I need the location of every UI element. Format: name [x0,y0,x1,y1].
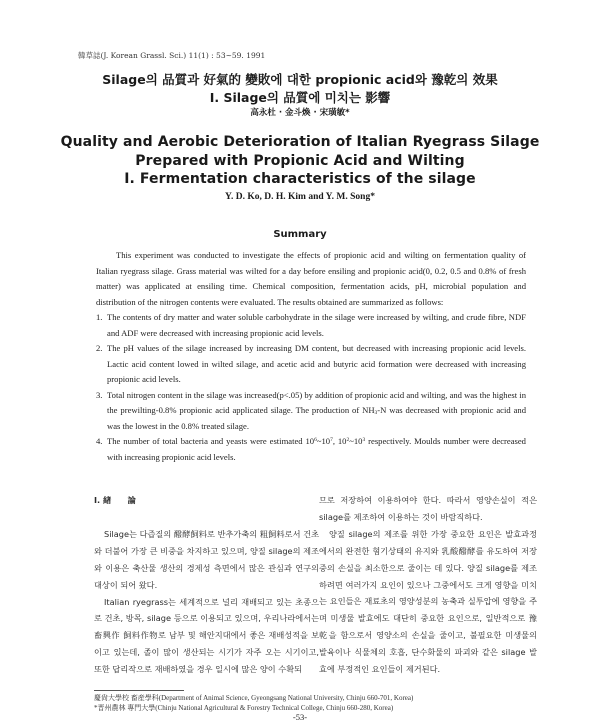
result-text-part: , 10 [332,436,347,446]
footnote-affiliation-1: 慶尙大學校 畜産學科(Department of Animal Science, Gyeongsang National University, Chinju 660-701, Korea) [94,694,414,702]
result-item-3 [96,388,526,435]
result-text: The contents of dry matter and water soluble carbohydrate in the silage were increased by wilting, and crude fibre, NDF and ADF were decreased with increasing propionic acid levels. [107,312,526,338]
body-column-right [319,492,537,678]
superscript: 7 [330,437,333,443]
page-number: -53- [292,712,308,722]
result-item-1 [96,310,526,341]
result-item-2 [96,341,526,388]
result-text: The pH values of the silage increased by increasing DM content, but decreased with increasing propionic acid levels. Lactic acid content lowed in wilted silage, and acetic acid and butyric acid formation were decreased with increasing propionic acid levels. [107,343,526,384]
result-number: 2. [96,343,103,353]
result-text-part: ~10 [316,436,331,446]
result-number: 3. [96,389,103,400]
section-heading-introduction: Ⅰ. 緖 論 [94,495,136,505]
result-number: 4. [96,436,103,446]
footnote-divider [94,690,184,691]
footnote-affiliation-2: *晋州農林 專門大學(Chinju National Agricultural & Forestry Technical College, Chinju 660-280, Korea) [94,704,394,712]
body-paragraph: Silage는 다즙질의 醱酵飼料로 반추가축의 粗飼料로서 건초와 더불어 가장 큰 비중을 차지하고 있으며, 양질 silage의 제조와 이용은 축산물 생산의 경제성 측면에서 많은 관심과 연구의 대상이 되어 왔다. [94,528,319,590]
korean-title-line2: Ⅰ. Silage의 品質에 미치는 影響 [209,90,391,105]
summary-abstract [96,248,526,465]
body-paragraph: 므로 저장하여 이용하여야 한다. 따라서 영양손실이 적은 silage를 제조하여 이용하는 것이 바람직하다. [319,495,537,522]
superscript: 3 [362,437,366,443]
result-text-pre: Total nitrogen content in the silage was increased(p<.05) by addition of propionic acid and wilting, and was the highest in the prewilting-0.8% propionic acid applicated silage. The production of NH [107,389,526,415]
english-authors: Y. D. Ko, D. H. Kim and Y. M. Song* [225,192,375,202]
result-item-4 [96,434,526,465]
subscript: 3 [374,410,378,416]
body-column-left [94,492,319,678]
result-text-post: respectively. Moulds number were decreased with increasing propionic acid levels. [107,436,526,462]
summary-intro: This experiment was conducted to investigate the effects of propionic acid and wilting on fermentation quality of Italian ryegrass silage. Grass material was wilted for a day before ensiling and propionic acid(0, 0.2, 0.5 and 0.8% of fresh matter) was applicated at ensiling time. Chemical composition, fermentation acids, pH, microbial population and distribution of the nitrogen contents were evaluated. The results obtained are summarized as follows: [96,250,526,307]
superscript: 6 [314,437,317,443]
journal-citation: 韓草誌(J. Korean Grassl. Sci.) 11(1) : 53~59. 1991 [78,51,266,60]
body-paragraph: 양질 silage의 제조를 위한 가장 중요한 요인은 발효과정에서의 완전한 혐기상태의 유지와 乳酸醱酵를 유도하여 저장중의 손실을 최소한으로 줄이는 데 있다. 양질 silage를 제조하려면 여러가지 요인이 있으나 그중에서도 크게 영향을 미치는 요인들은 재료초의 영양성분의 농축과 실투압에 영향을 주며 미생물 발효에도 대단히 중요한 요인으로, 일반적으로 豫乾을 함으로서 영양소의 손실을 줄이고, 불필요한 미생물의 발육이나 식물체의 호흡, 단수화물의 파괴와 같은 silage 발효에 부정적인 요인들이 제거된다. [319,528,537,675]
summary-heading: Summary [273,229,327,240]
result-number: 1. [96,312,103,322]
english-title-line2: Prepared with Propionic Acid and Wilting [135,153,465,169]
results-list [96,310,526,465]
result-text-pre: The number of total bacteria and yeasts were estimated 10 [107,436,315,446]
english-title-line1: Quality and Aerobic Deterioration of Italian Ryegrass Silage [60,134,540,150]
body-paragraph: Italian ryegrass는 세계적으로 널리 재배되고 있는 초종으로 건초, 방목, silage 등으로 이용되고 있으며, 우리나라에서는 畜興作 飼料作物로 남부 및 해안지대에서 좋은 재배성적을 보이고 있는데, 졸이 많이 생산되는 시기가 자주 오는 시기이고, 또한 답리작으로 재배하였을 경우 일시에 많은 양이 수확되 [94,596,319,675]
korean-title-line1: Silage의 品質과 好氣的 變敗에 대한 propionic acid와 豫乾의 效果 [102,72,498,87]
english-title-line3: Ⅰ. Fermentation characteristics of the silage [124,171,476,187]
superscript: 2 [346,437,350,443]
result-text-part: ~10 [349,436,363,446]
korean-authors: 高永杜 · 金斗煥 · 宋璜敏* [250,108,350,118]
result-text-post: -N was decreased with propionic acid and was the lowest in the 0.8% treated silage. [107,405,526,431]
